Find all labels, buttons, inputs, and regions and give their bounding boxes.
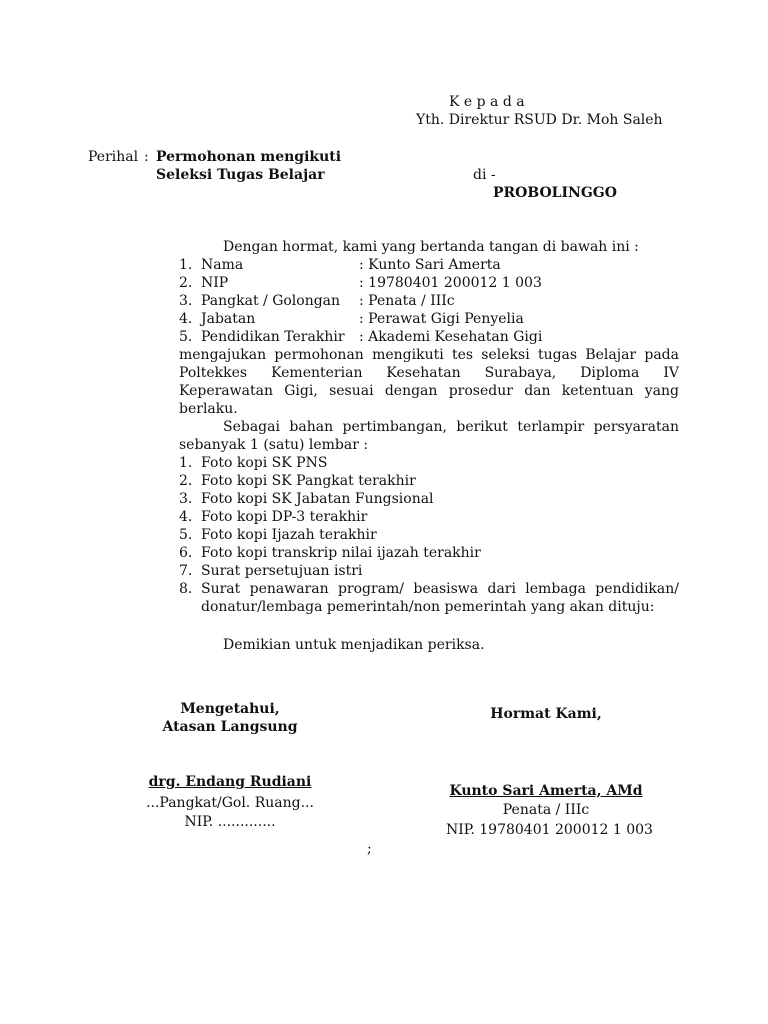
- attachment-intro: Sebagai bahan pertimbangan, berikut terlampir persyaratan sebanyak 1 (satu) lembar :: [179, 419, 679, 453]
- attachment-num: 2.: [179, 473, 193, 489]
- identity-value: : Kunto Sari Amerta: [359, 257, 501, 273]
- subject-line-2: Seleksi Tugas Belajar: [156, 167, 325, 183]
- request-paragraph: mengajukan permohonan mengikuti tes seleksi tugas Belajar pada Poltekkes Kementerian Kesehatan Surabaya, Diploma IV Keperawatan Gigi, sesuai dengan prosedur dan ketentuan yang berlaku.: [179, 347, 679, 417]
- right-sign-nip: NIP. 19780401 200012 1 003: [446, 822, 653, 838]
- recipient-yth: Yth. Direktur RSUD Dr. Moh Saleh: [416, 112, 663, 128]
- left-sign-name: drg. Endang Rudiani: [148, 774, 312, 790]
- identity-num: 4.: [179, 311, 193, 327]
- identity-num: 5.: [179, 329, 193, 345]
- closing-line: Demikian untuk menjadikan periksa.: [223, 637, 485, 653]
- left-sign-title-1: Mengetahui,: [180, 701, 280, 717]
- left-sign-rank: ...Pangkat/Gol. Ruang...: [146, 795, 314, 811]
- right-sign-title: Hormat Kami,: [490, 706, 602, 722]
- identity-value: : Penata / IIIc: [359, 293, 455, 309]
- attachment-text: Foto kopi SK PNS: [201, 455, 328, 471]
- right-sign-name: Kunto Sari Amerta, AMd: [449, 783, 643, 799]
- identity-label: NIP: [201, 275, 229, 291]
- attachment-num: 7.: [179, 563, 193, 579]
- subject-colon: :: [144, 149, 149, 165]
- attachment-text: Foto kopi transkrip nilai ijazah terakhir: [201, 545, 481, 561]
- recipient-city: PROBOLINGGO: [493, 185, 617, 201]
- identity-value: : Akademi Kesehatan Gigi: [359, 329, 543, 345]
- attachment-text: Foto kopi SK Pangkat terakhir: [201, 473, 416, 489]
- attachment-text: Surat persetujuan istri: [201, 563, 363, 579]
- identity-label: Nama: [201, 257, 244, 273]
- recipient-kepada: K e p a d a: [449, 94, 525, 110]
- left-sign-nip: NIP. .............: [184, 814, 276, 830]
- attachment-num: 8.: [179, 581, 193, 597]
- attachment-text: Foto kopi Ijazah terakhir: [201, 527, 377, 543]
- identity-label: Pangkat / Golongan: [201, 293, 341, 309]
- attachment-text: Foto kopi DP-3 terakhir: [201, 509, 368, 525]
- left-sign-title-2: Atasan Langsung: [162, 719, 298, 735]
- opening-line: Dengan hormat, kami yang bertanda tangan di bawah ini :: [223, 239, 639, 255]
- attachment-text: Surat penawaran program/ beasiswa dari lembaga pendidikan/ donatur/lembaga pemerintah/non pemerintah yang akan dituju:: [201, 581, 679, 615]
- subject-label: Perihal: [88, 149, 139, 165]
- subject-line-1: Permohonan mengikuti: [156, 149, 342, 165]
- attachment-text: Foto kopi SK Jabatan Fungsional: [201, 491, 434, 507]
- attachment-num: 6.: [179, 545, 193, 561]
- attachment-num: 5.: [179, 527, 193, 543]
- identity-label: Pendidikan Terakhir: [201, 329, 345, 345]
- identity-num: 2.: [179, 275, 193, 291]
- attachment-num: 1.: [179, 455, 193, 471]
- right-sign-rank: Penata / IIIc: [502, 802, 590, 818]
- identity-label: Jabatan: [201, 311, 256, 327]
- stray-mark: ;: [367, 841, 372, 857]
- identity-value: : Perawat Gigi Penyelia: [359, 311, 524, 327]
- identity-value: : 19780401 200012 1 003: [359, 275, 542, 291]
- recipient-di: di -: [473, 167, 496, 183]
- attachment-num: 4.: [179, 509, 193, 525]
- identity-num: 3.: [179, 293, 193, 309]
- attachment-num: 3.: [179, 491, 193, 507]
- identity-num: 1.: [179, 257, 193, 273]
